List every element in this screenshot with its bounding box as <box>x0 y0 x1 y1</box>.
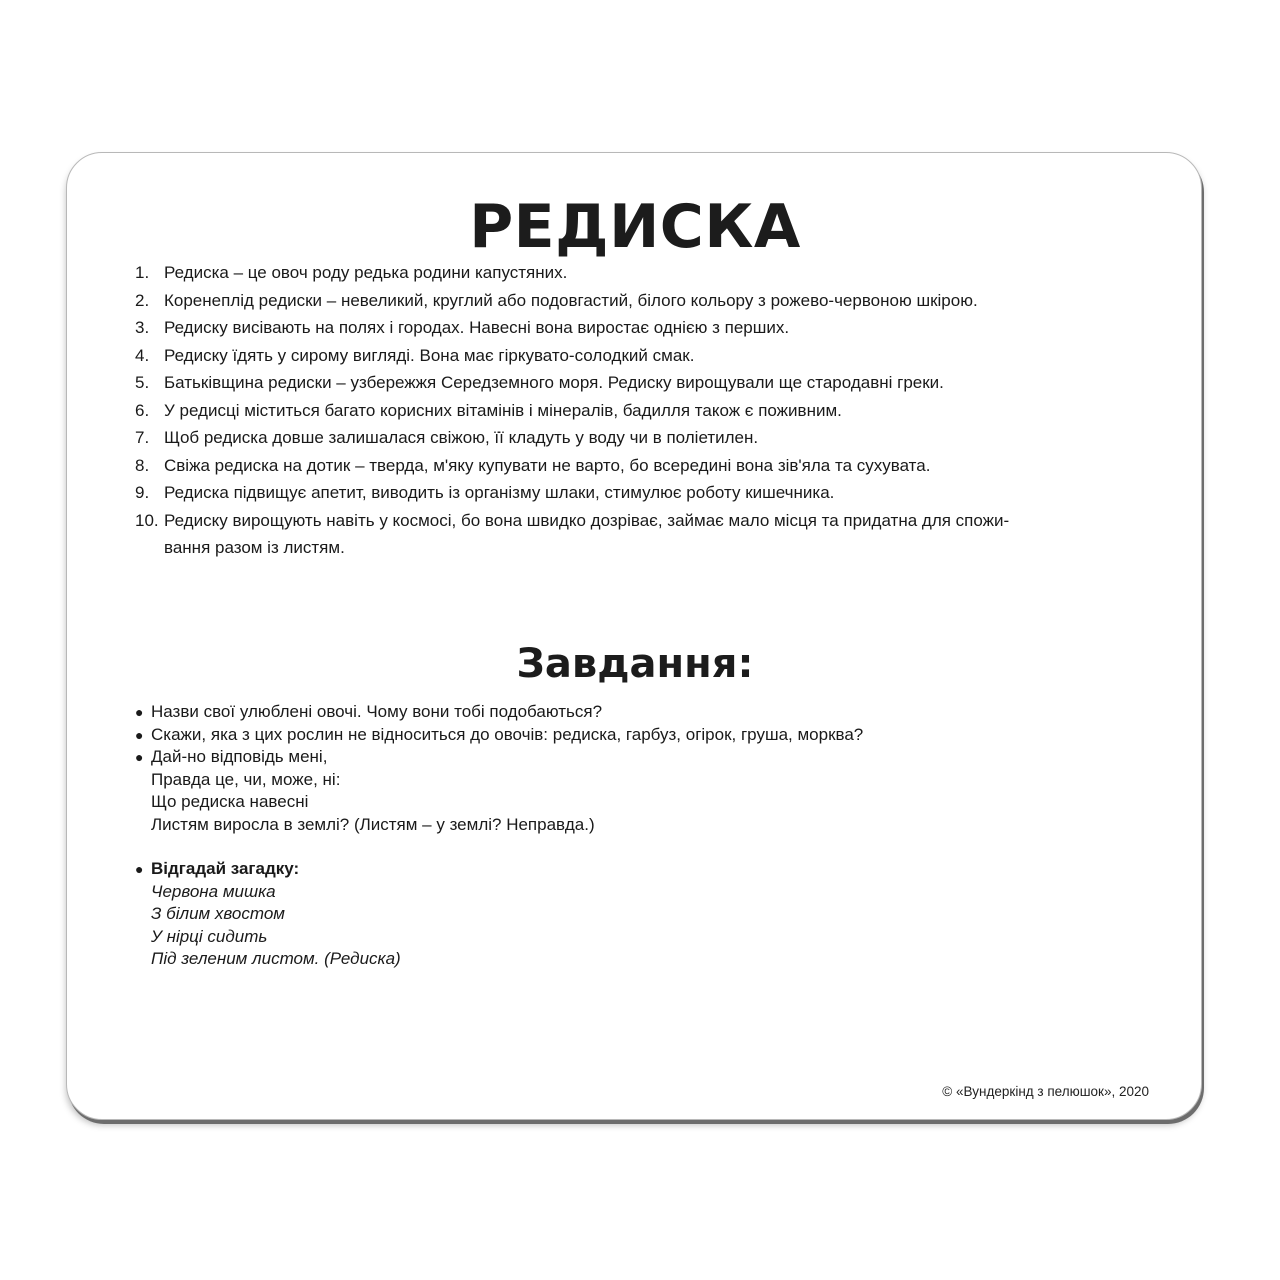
fact-text: Свіжа редиска на дотик – тверда, м'яку купувати не варто, бо всередині вона зів'яла та сухувата. <box>164 455 931 475</box>
bullet-icon: ● <box>135 704 144 720</box>
fact-item <box>135 369 1125 397</box>
fact-item <box>135 507 1125 562</box>
card <box>66 152 1202 1120</box>
fact-text: Редиска підвищує апетит, виводить із організму шлаки, стимулює роботу кишечника. <box>164 483 835 502</box>
fact-number: 7. <box>135 428 150 447</box>
fact-number: 5. <box>135 373 150 392</box>
fact-number: 8. <box>135 455 150 475</box>
fact-item <box>135 397 1125 425</box>
fact-number: 4. <box>135 345 150 365</box>
poem-line: Листям виросла в землі? (Листям – у землі? Неправда.) <box>151 814 595 834</box>
poem-line: Правда це, чи, може, ні: <box>151 769 341 789</box>
task-text: Скажи, яка з цих рослин не відноситься до овочів: редиска, гарбуз, огірок, груша, морква? <box>151 724 864 744</box>
fact-item <box>135 314 1125 342</box>
poem-line: Що редиска навесні <box>151 792 309 811</box>
riddle-line: Червона мишка <box>151 881 276 901</box>
fact-text: Редиску вирощують навіть у космосі, бо вона швидко дозріває, займає мало місця та придатна для спожи- <box>164 510 1010 530</box>
fact-item <box>135 479 1125 507</box>
task-item <box>135 724 1135 747</box>
riddle-line: Під зеленим листом. (Редиска) <box>151 949 401 968</box>
task-item-riddle <box>135 858 1135 971</box>
fact-item <box>135 342 1125 370</box>
fact-number: 2. <box>135 290 150 310</box>
fact-item <box>135 452 1125 480</box>
fact-number: 9. <box>135 483 150 502</box>
fact-number: 10. <box>135 510 159 530</box>
copyright: © «Вундеркінд з пелюшок», 2020 <box>942 1084 1149 1099</box>
fact-text: Редиску їдять у сирому вигляді. Вона має гіркувато-солодкий смак. <box>164 345 695 365</box>
bullet-icon: ● <box>135 861 144 877</box>
fact-text: Редиска – це овоч роду редька родини капустяних. <box>164 263 568 282</box>
page-title: РЕДИСКА <box>469 192 801 262</box>
fact-number: 3. <box>135 318 150 337</box>
riddle-line: У нірці сидить <box>151 926 268 946</box>
facts-list <box>135 259 1125 562</box>
fact-number: 6. <box>135 400 150 420</box>
fact-text-continued: вання разом із листям. <box>164 538 345 557</box>
fact-item <box>135 287 1125 315</box>
fact-text: У редисці міститься багато корисних вітамінів і мінералів, бадилля також є поживним. <box>164 400 842 420</box>
fact-text: Редиску висівають на полях і городах. Навесні вона виростає однією з перших. <box>164 318 790 337</box>
riddle-title: Відгадай загадку: <box>151 859 300 878</box>
tasks-title: Завдання: <box>516 641 754 687</box>
task-item-poem <box>135 746 1135 836</box>
bullet-icon: ● <box>135 749 144 765</box>
fact-text: Щоб редиска довше залишалася свіжою, її кладуть у воду чи в поліетилен. <box>164 428 759 447</box>
fact-item <box>135 259 1125 287</box>
tasks-section <box>135 701 1135 971</box>
poem-line: Дай-но відповідь мені, <box>151 747 328 766</box>
fact-text: Коренеплід редиски – невеликий, круглий або подовгастий, білого кольору з рожево-червоною шкірою. <box>164 290 978 310</box>
fact-text: Батьківщина редиски – узбережжя Середземного моря. Редиску вирощували ще стародавні греки. <box>164 373 944 392</box>
riddle-line: З білим хвостом <box>151 904 285 923</box>
bullet-icon: ● <box>135 726 144 743</box>
fact-number: 1. <box>135 263 150 282</box>
task-item <box>135 701 1135 724</box>
task-text: Назви свої улюблені овочі. Чому вони тобі подобаються? <box>151 702 603 721</box>
fact-item <box>135 424 1125 452</box>
